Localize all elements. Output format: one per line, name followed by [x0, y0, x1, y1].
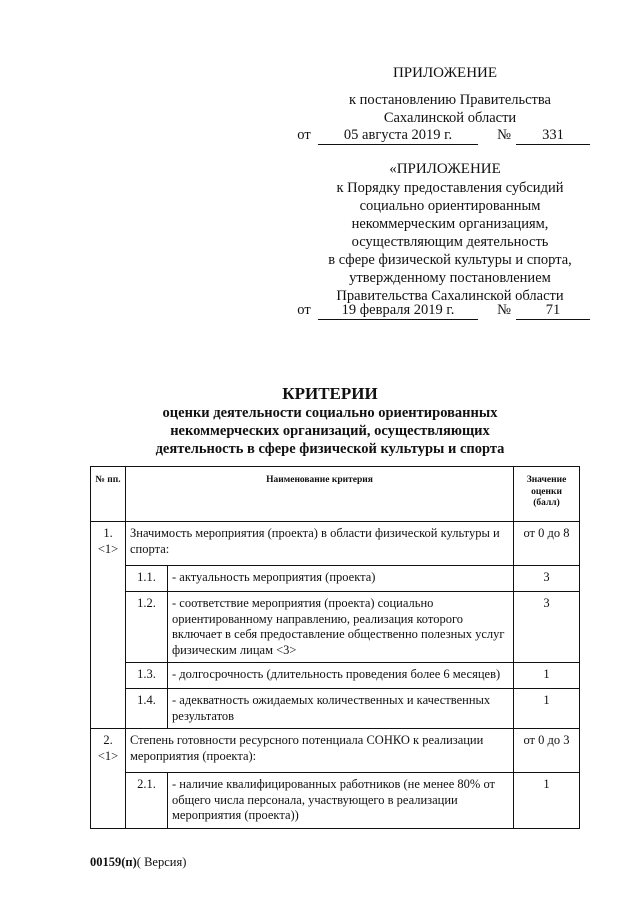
appendix-line-2: Сахалинской области	[383, 110, 517, 126]
row-num: 1.4.	[126, 689, 168, 729]
inner-appendix-line: осуществляющим деятельность	[351, 234, 549, 250]
document-code-number: 00159(п)	[90, 855, 137, 869]
row-text: - наличие квалифицированных работников (не менее 80% от общего числа персонала, участвующего в реализации мероприятия (проекта))	[168, 773, 514, 829]
row-score: от 0 до 8	[514, 522, 580, 566]
row-text: - соответствие мероприятия (проекта) социально ориентированному направлению, реализация которого включает в себя предоставление общественно полезных услуг физическим лицам <3>	[168, 592, 514, 663]
table-row	[91, 729, 580, 773]
appendix-number: 331	[516, 126, 590, 145]
table-row	[91, 592, 580, 663]
header-name: Наименование критерия	[126, 467, 514, 522]
row-num: 1.3.	[126, 663, 168, 689]
table-row	[91, 566, 580, 592]
inner-appendix-number: 71	[516, 301, 590, 320]
row-text: - долгосрочность (длительность проведения более 6 месяцев)	[168, 663, 514, 689]
inner-appendix-line: Правительства Сахалинской области	[336, 288, 564, 304]
table-row	[91, 522, 580, 566]
row-score: 3	[514, 566, 580, 592]
appendix-line-1: к постановлению Правительства	[349, 92, 551, 108]
inner-appendix-line: социально ориентированным	[359, 198, 541, 214]
row-num: 1.2.	[126, 592, 168, 663]
appendix-title: ПРИЛОЖЕНИЕ	[392, 65, 498, 81]
criteria-title: КРИТЕРИИ	[282, 384, 378, 403]
criteria-subtitle-line: некоммерческих организаций, осуществляющих	[170, 423, 490, 439]
table-row	[91, 773, 580, 829]
row-num: 1.1.	[126, 566, 168, 592]
appendix-num-label: №	[497, 127, 511, 143]
table-row	[91, 689, 580, 729]
inner-appendix-line: в сфере физической культуры и спорта,	[328, 252, 572, 268]
row-text: - актуальность мероприятия (проекта)	[168, 566, 514, 592]
inner-appendix-line: к Порядку предоставления субсидий	[336, 180, 564, 196]
row-num: 1. <1>	[91, 522, 126, 729]
inner-appendix-from-label: от	[297, 302, 311, 318]
header-num: № пп.	[91, 467, 126, 522]
row-score: от 0 до 3	[514, 729, 580, 773]
row-score: 1	[514, 773, 580, 829]
row-num: 2. <1>	[91, 729, 126, 829]
document-version: ( Версия)	[136, 855, 187, 869]
row-text: Значимость мероприятия (проекта) в области физической культуры и спорта:	[126, 522, 514, 566]
inner-appendix-num-label: №	[497, 302, 511, 318]
inner-appendix-line: утвержденному постановлением	[349, 270, 551, 286]
row-score: 3	[514, 592, 580, 663]
criteria-subtitle-line: деятельность в сфере физической культуры и спорта	[155, 441, 505, 457]
criteria-subtitle-line: оценки деятельности социально ориентированных	[162, 405, 498, 421]
inner-appendix-line: некоммерческим организациям,	[351, 216, 549, 232]
criteria-table	[90, 466, 580, 829]
row-text: - адекватность ожидаемых количественных и качественных результатов	[168, 689, 514, 729]
inner-appendix-date: 19 февраля 2019 г.	[318, 301, 478, 320]
row-text: Степень готовности ресурсного потенциала СОНКО к реализации мероприятия (проекта):	[126, 729, 514, 773]
inner-appendix-title: «ПРИЛОЖЕНИЕ	[389, 161, 501, 177]
appendix-date: 05 августа 2019 г.	[318, 126, 478, 145]
row-score: 1	[514, 663, 580, 689]
document-code	[90, 855, 186, 870]
header-score: Значение оценки (балл)	[514, 467, 580, 522]
table-row	[91, 663, 580, 689]
table-header-row	[91, 467, 580, 522]
row-score: 1	[514, 689, 580, 729]
appendix-from-label: от	[297, 127, 311, 143]
row-num: 2.1.	[126, 773, 168, 829]
